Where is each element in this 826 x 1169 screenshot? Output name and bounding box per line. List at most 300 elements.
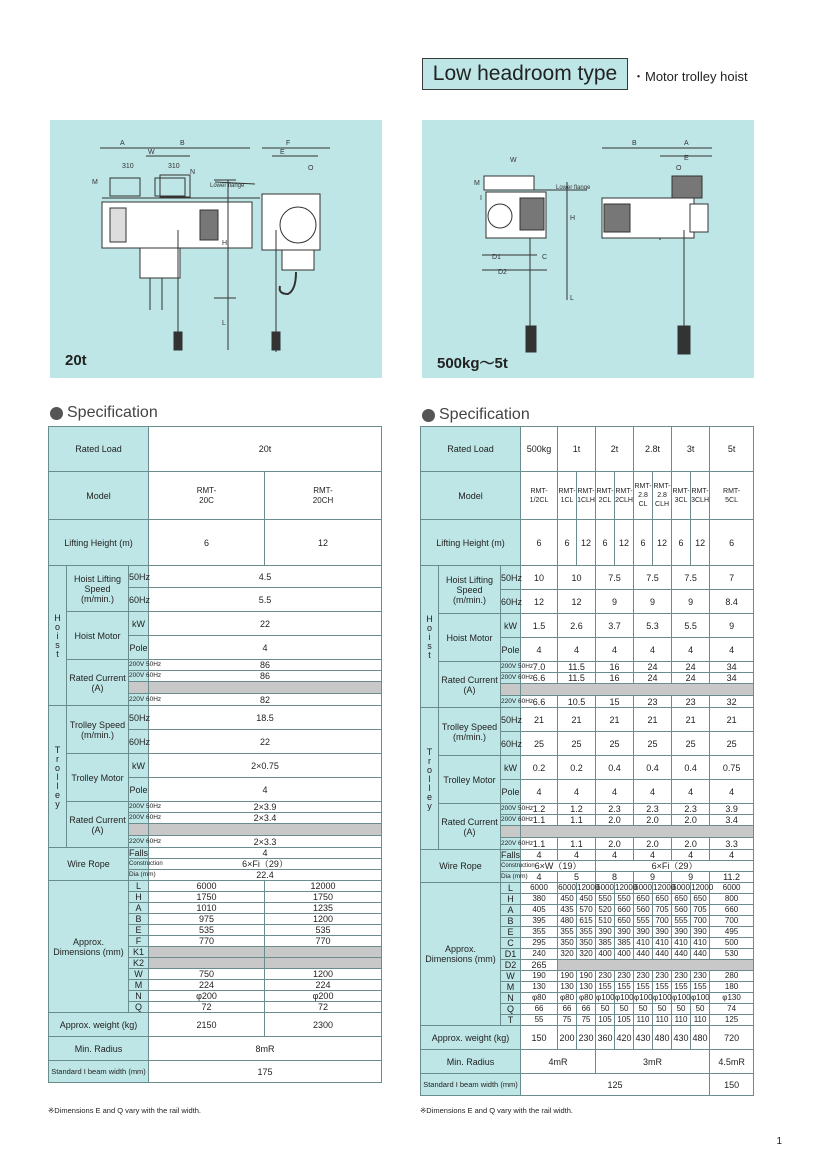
dim-key: E [501,927,521,938]
dim-value: 560 [634,905,653,916]
lifting-height-value: 12 [653,520,672,566]
dim-key: W [501,971,521,982]
dim-value: φ80 [558,993,577,1004]
dim-value: 440 [653,949,672,960]
dim-key: M [501,982,521,993]
model-value: RMT- 20C [149,472,265,520]
dim-value: φ100 [653,993,672,1002]
speed-60: 12 [521,590,558,614]
lifting-height-label: Lifting Height (m) [49,520,149,566]
motor-kw: 0.4 [672,756,710,780]
motor-kw: 2.6 [558,614,596,638]
current-200-60: 2.0 [596,815,634,826]
model-value: RMT- 5CL [710,472,754,520]
dim-value: 280 [710,971,754,982]
lifting-height-value: 6 [521,520,558,566]
motor-pole: 4 [596,780,634,804]
model-value: RMT- 1CL [558,472,577,520]
weight-value: 420 [615,1026,634,1050]
radius-label: Min. Radius [421,1050,521,1074]
page-title: Low headroom type [422,58,628,90]
beam-value: 125 [521,1074,710,1096]
wire-dia: 5 [558,872,596,883]
hoist-speed-60: 5.5 [149,588,382,612]
table-cell [521,684,754,696]
speed-50: 21 [710,708,754,732]
weight-value: 480 [653,1026,672,1050]
dim-value: 555 [672,916,691,927]
trolley-current-200-60: 2×3.4 [149,813,382,824]
current-200-60: 2.0 [634,815,672,826]
current-200-50: 11.5 [558,662,596,673]
dim-value: 405 [521,905,558,916]
wire-falls: 4 [521,850,558,861]
speed-50: 7 [710,566,754,590]
dim-value: 50 [672,1004,691,1015]
table-cell: 200V 50Hz [501,804,521,815]
spec-table-500kg-5t [420,426,754,1096]
dim-value: 705 [653,905,672,916]
dim-key: A [501,905,521,916]
table-cell [501,684,521,696]
motor-kw: 0.4 [596,756,634,780]
hoist-drawing-20t [50,120,382,378]
dim-value: 155 [691,982,710,993]
hoist-motor-label: Hoist Motor [67,612,129,660]
hoist-group-label: Hoist [49,566,67,706]
dim-key: N [501,993,521,1004]
dim-value: 130 [521,982,558,993]
dim-value: 385 [615,938,634,949]
current-220-60: 15 [596,696,634,708]
dim-value: 385 [596,938,615,949]
model-value: RMT- 1CLH [577,472,596,520]
dim-key: M [129,980,149,991]
dim-value: 6000 [596,883,614,892]
current-220-60: 23 [672,696,710,708]
dim-value: 355 [558,927,577,938]
table-cell [521,826,754,838]
dim-value [265,947,382,958]
lifting-height-value: 6 [558,520,577,566]
dim-value: 66 [521,1004,558,1015]
current-220-60: 23 [634,696,672,708]
trolley-speed-50: 18.5 [149,706,382,730]
dim-value: 650 [691,894,710,905]
weight-value: 430 [672,1026,691,1050]
dim-value: 6000 [521,883,558,894]
trolley-speed-60: 22 [149,730,382,754]
dim-value: 320 [577,949,596,960]
motor-pole: 4 [710,638,754,662]
dim-value: 570 [577,905,596,916]
dim-value: 110 [672,1015,691,1026]
dim-value: 72 [149,1002,265,1013]
dim-value: 355 [577,927,596,938]
dim-value: 1010 [149,903,265,914]
weight-value: 360 [596,1026,615,1050]
dim-value: 555 [634,916,653,927]
hoist-current-200-50: 86 [149,660,382,671]
dim-value: 400 [596,949,615,960]
dim-value: 224 [149,980,265,991]
rated-load-value: 2t [596,427,634,472]
dim-value: 390 [653,927,672,938]
dim-label-o: O [308,165,314,172]
motor-label: Trolley Motor [439,756,501,804]
bullet-icon [50,407,63,420]
dim-value: 615 [577,916,596,927]
hoist-kw: 22 [149,612,382,636]
dim-value: 50 [615,1004,634,1015]
lifting-height-label: Lifting Height (m) [421,520,521,566]
dim-key: B [501,916,521,927]
dim-value: 355 [521,927,558,938]
current-200-50: 2.3 [634,804,672,815]
speed-label: Trolley Speed (m/min.) [439,708,501,756]
dim-label-l: L [222,320,226,327]
dim-value: 230 [634,971,653,982]
motor-kw: 0.2 [558,756,596,780]
dim-value: 50 [653,1004,672,1015]
rated-load-label: Rated Load [421,427,521,472]
dim-label-310b: 310 [168,163,180,170]
dim-value: φ80 [577,993,596,1004]
table-cell: Falls [501,850,521,860]
table-cell: 50Hz [501,708,521,732]
hoist-pole: 4 [149,636,382,660]
wire-rope-label: Wire Rope [49,848,129,881]
beam-label: Standard I beam width (mm) [421,1074,521,1096]
speed-60: 25 [596,732,634,756]
dim-value: 350 [577,938,596,949]
dim-key: L [501,883,521,894]
model-label: Model [421,472,521,520]
current-200-50: 2.3 [672,804,710,815]
speed-50: 10 [521,566,558,590]
lifting-height-value: 12 [265,520,382,566]
current-200-60: 2.0 [672,815,710,826]
motor-pole: 4 [558,780,596,804]
hoist-speed-50: 4.5 [149,566,382,588]
dim-label-e: E [280,149,285,156]
dim-label-w-r: W [510,157,517,164]
current-220-60: 2.0 [596,838,634,850]
lifting-height-value: 6 [149,520,265,566]
dim-label-a-r: A [684,140,689,147]
dim-key: B [129,914,149,925]
model-value: RMT- 3CLH [691,472,710,520]
dim-value: 155 [653,982,672,993]
dim-value: 230 [653,971,672,982]
speed-60: 8.4 [710,590,754,614]
motor-kw: 5.5 [672,614,710,638]
wire-construction: 6×Fi（29） [596,861,754,872]
dim-value: 230 [596,971,615,982]
current-220-60: 6.6 [521,696,558,708]
dim-value: 105 [615,1015,634,1026]
motor-pole: 4 [672,638,710,662]
speed-50: 21 [521,708,558,732]
dim-key: Q [501,1004,521,1015]
current-200-50: 16 [596,662,634,673]
trolley-group-label: Trolley [49,706,67,848]
dim-value: 110 [634,1015,653,1026]
dim-label-h-r: H [570,215,576,222]
dim-value: 155 [672,982,691,993]
dim-value: 750 [149,969,265,980]
dim-key: N [129,991,149,1002]
motor-kw: 1.5 [521,614,558,638]
dim-value: φ100 [596,993,615,1002]
dim-value: 12000 [653,883,676,892]
motor-pole: 4 [521,638,558,662]
dim-label-d2-r: D2 [498,269,507,276]
speed-60: 9 [634,590,672,614]
table-cell: 60Hz [501,732,521,756]
dim-value: φ100 [691,993,710,1002]
speed-50: 21 [558,708,596,732]
figure-caption-500kg-5t: 500kg～5t [437,355,508,372]
page-number: 1 [776,1136,782,1147]
speed-60: 12 [558,590,596,614]
dim-value: 1200 [265,969,382,980]
weight-value: 2150 [149,1013,265,1037]
dim-key: C [501,938,521,949]
dim-value: 1750 [149,892,265,903]
dim-value: 700 [653,916,672,927]
motor-kw: 5.3 [634,614,672,638]
dim-value: 410 [653,938,672,949]
dim-key: W [129,969,149,980]
dim-value: 224 [265,980,382,991]
trolley-current-200-50: 2×3.9 [149,802,382,813]
weight-value: 150 [521,1026,558,1050]
lifting-height-value: 6 [710,520,754,566]
dim-value: 520 [596,905,615,916]
dim-value: 230 [615,971,634,982]
rated-load-value: 5t [710,427,754,472]
weight-value: 720 [710,1026,754,1050]
group-label: Trolley [421,708,439,850]
current-200-60: 24 [634,673,672,684]
dim-value: 265 [521,960,558,971]
current-220-60: 2.0 [634,838,672,850]
wire-falls: 4 [149,848,382,859]
current-200-60: 24 [672,673,710,684]
dim-value: 12000 [265,881,382,892]
hoist-current-200-60: 86 [149,671,382,682]
motor-kw: 3.7 [596,614,634,638]
dim-value: 74 [710,1004,754,1015]
current-200-50: 1.2 [558,804,596,815]
lifting-height-value: 12 [691,520,710,566]
dim-value: 395 [521,916,558,927]
current-200-50: 34 [710,662,754,673]
current-200-50: 1.2 [521,804,558,815]
dim-value: 320 [558,949,577,960]
motor-kw: 0.4 [634,756,672,780]
table-cell: Dia (mm) [501,872,521,883]
lower-flange-label-left: Lower flange [210,183,245,189]
dim-label-l-r: L [570,295,574,302]
model-value: RMT- 2.8 CLH [653,472,672,520]
dim-value: 75 [577,1015,596,1026]
dim-label-e-r: E [684,155,689,162]
spec-table-20t: Rated Load 20t Model RMT- 20C RMT- 20CH Lifting Height (m) 6 12 Hoist Hoist Lifting Speed (m/min.) 50Hz 4.5 60Hz 5.5 Hoist Motor kW 22 Pole 4 Rated Current (A) 200V 50Hz 86 200V 60Hz 86 220V 60Hz 82 Trolley Trolley Speed (m/min.) 50Hz 18.5 60Hz 22 Trolley Motor kW 2×0.75 Pole 4 Rated Current (A) 200V 50Hz 2×3.9 200V 60Hz 2×3.4 220V 60Hz 2×3.3 Wire Rope Falls 4 Construction 6×Fi（29） Dia (mm) 22.4 Approx. Dimensions (mm) L 6000 12000 H 1750 1750 A 1010 1235 B 975 1200 E 535 535 F 770 770 K1 K2 W 750 1200 M 224 224 N φ200 φ200 Q 72 72 Approx. weight (kg) 2150 2300 Min. Radius 8mR Standard I beam width (mm) 175 [48,426,382,1083]
dim-value: 6000 [149,881,265,892]
current-220-60: 32 [710,696,754,708]
dim-value [149,958,265,969]
motor-kw: 0.75 [710,756,754,780]
current-200-50: 2.3 [596,804,634,815]
trolley-motor-label: Trolley Motor [67,754,129,802]
table-cell: Pole [501,780,521,804]
hoist-drawing-500kg-5t [422,120,754,378]
wire-construction: 6×W（19） [521,861,596,872]
wire-falls: 4 [672,850,710,861]
dim-value: 1200 [265,914,382,925]
dim-value: 155 [615,982,634,993]
dim-value: 650 [653,894,672,905]
dim-value: 72 [265,1002,382,1013]
current-200-50: 3.9 [710,804,754,815]
wire-dia: 11.2 [710,872,754,883]
table-cell: 200V 60Hz [501,815,521,826]
dim-value: 650 [615,916,634,927]
dim-key: A [129,903,149,914]
dim-label-m-r: M [474,180,480,187]
dim-value: 500 [710,938,754,949]
dim-label-m: M [92,179,98,186]
model-value: RMT- 3CL [672,472,691,520]
footnote-left: ※Dimensions E and Q vary with the rail width. [48,1106,202,1115]
current-220-60: 1.1 [521,838,558,850]
speed-60: 25 [558,732,596,756]
dim-value: 66 [577,1004,596,1015]
dim-value: 12000 [577,883,600,892]
radius-value: 3mR [596,1050,710,1074]
current-200-60: 6.6 [521,673,558,684]
motor-pole: 4 [672,780,710,804]
dim-value: 550 [615,894,634,905]
trolley-pole: 4 [149,778,382,802]
beam-value: 175 [149,1061,382,1083]
current-220-60: 3.3 [710,838,754,850]
table-cell: kW [501,756,521,780]
dim-value: 50 [596,1004,615,1015]
dim-value: 1235 [265,903,382,914]
dim-label-c-r: C [542,254,548,261]
weight-label: Approx. weight (kg) [49,1013,149,1037]
motor-pole: 4 [634,780,672,804]
model-value: RMT- 20CH [265,472,382,520]
weight-value: 2300 [265,1013,382,1037]
dim-value: 390 [634,927,653,938]
dim-label-b-r: B [632,140,637,147]
dim-value: φ100 [615,993,634,1002]
dims-label: Approx. Dimensions (mm) [421,883,501,1026]
speed-50: 7.5 [596,566,634,590]
radius-label: Min. Radius [49,1037,149,1061]
current-220-60: 2.0 [672,838,710,850]
dim-value: 435 [558,905,577,916]
current-200-50: 24 [672,662,710,673]
wire-falls: 4 [558,850,596,861]
dim-label-310: 310 [122,163,134,170]
dim-value: 770 [265,936,382,947]
dim-label-d1-r: D1 [492,254,501,261]
dim-value: 6000 [558,883,576,892]
current-200-60: 16 [596,673,634,684]
dim-value: 130 [558,982,577,993]
lower-flange-label-right: Lower flange [556,185,591,191]
dim-value: 650 [672,894,691,905]
wire-falls: 4 [710,850,754,861]
current-200-60: 1.1 [558,815,596,826]
bullet-icon [422,409,435,422]
dim-value: 800 [710,894,754,905]
weight-value: 230 [577,1026,596,1050]
dim-value: 660 [710,905,754,916]
dim-value: 550 [596,894,615,905]
dim-value: 66 [558,1004,577,1015]
dim-key: T [501,1015,521,1026]
dim-value: 295 [521,938,558,949]
current-200-50: 7.0 [521,662,558,673]
beam-value: 150 [710,1074,754,1096]
dim-value: 510 [596,916,615,927]
dim-value: 55 [521,1015,558,1026]
dim-value: 440 [634,949,653,960]
dim-value: 125 [710,1015,754,1026]
table-cell: 200V 50Hz [501,662,521,673]
weight-value: 200 [558,1026,577,1050]
dim-value: 105 [596,1015,615,1026]
dim-value: 975 [149,914,265,925]
dims-label: Approx. Dimensions (mm) [49,881,129,1013]
current-200-60: 3.4 [710,815,754,826]
speed-50: 21 [596,708,634,732]
rated-load-value: 20t [149,427,382,472]
dim-value: 350 [558,938,577,949]
table-cell: 200V 60Hz [501,673,521,684]
model-value: RMT- 2.8 CL [634,472,653,520]
lifting-height-value: 12 [577,520,596,566]
figure-caption-20t: 20t [65,352,87,369]
dim-value: 440 [672,949,691,960]
speed-60: 25 [672,732,710,756]
dim-value: 240 [521,949,558,960]
weight-value: 480 [691,1026,710,1050]
hoist-current-220-60: 82 [149,694,382,706]
hoist-speed-label: Hoist Lifting Speed (m/min.) [67,566,129,612]
wire-falls: 4 [634,850,672,861]
dim-key: Q [129,1002,149,1013]
speed-60: 9 [596,590,634,614]
trolley-kw: 2×0.75 [149,754,382,778]
dim-value: 535 [149,925,265,936]
current-label: Rated Current (A) [439,662,501,708]
dim-value: 390 [672,927,691,938]
dim-label-w: W [148,149,155,156]
spec-heading-left: Specification [50,404,158,422]
radius-value: 4mR [521,1050,596,1074]
dim-value: 410 [634,938,653,949]
dim-value: φ100 [634,993,653,1002]
radius-value: 8mR [149,1037,382,1061]
current-200-60: 1.1 [521,815,558,826]
